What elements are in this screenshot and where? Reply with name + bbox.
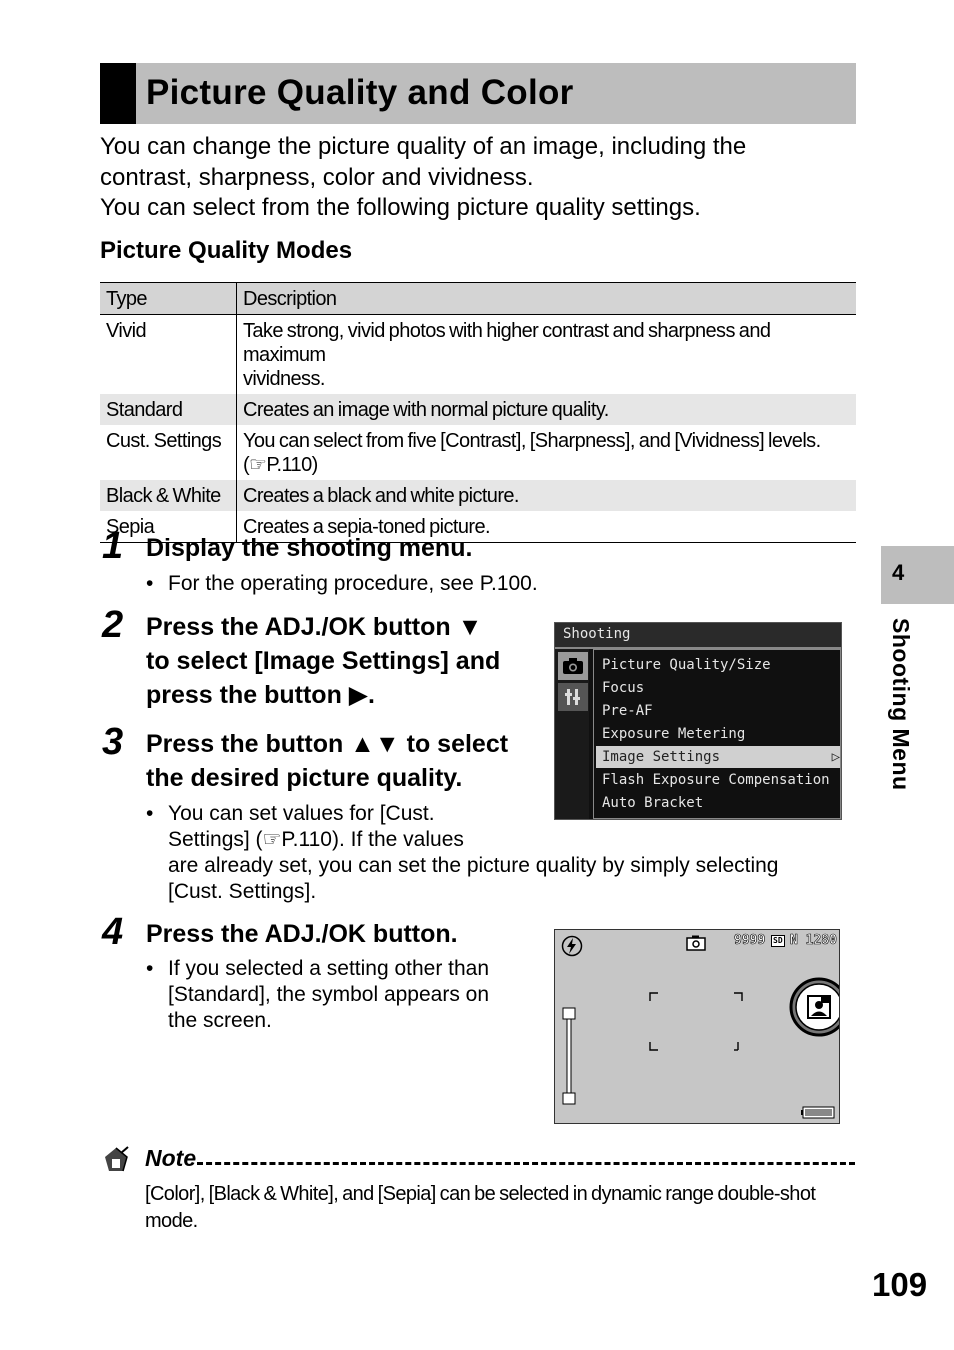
wrench-icon [558,683,588,711]
menu-header-label: Shooting [563,626,631,642]
step-1-text: Display the shooting menu. [146,534,473,562]
bullet-text: If you selected a setting other than [168,957,490,980]
chapter-number: 4 [892,560,905,585]
camera-mode-icon [686,935,706,951]
menu-item-image-settings[interactable] [596,746,840,768]
step-3-line-2: the desired picture quality. [146,764,463,792]
table-row [100,315,856,395]
zoom-bar [562,1007,578,1105]
flash-auto-icon [561,935,583,957]
bullet-text: For the operating procedure, see P.100. [168,572,538,595]
bullet-text: Settings] (☞P.110). If the values [168,828,464,851]
menu-item-focus[interactable]: Focus [602,680,645,696]
row-type: Sepia [100,511,237,543]
menu-item-auto-bracket[interactable]: Auto Bracket [602,795,704,811]
step-3-line-1: Press the button ▲▼ to select [146,730,509,758]
table-row [100,480,856,511]
intro-line-3: You can select from the following picture quality settings. [100,194,701,221]
black-white-mode-icon [789,977,840,1037]
step-number: 4 [102,911,124,953]
table-row [100,394,856,425]
bullet-text: [Standard], the symbol appears on [168,983,490,1006]
menu-item-exposure-metering[interactable]: Exposure Metering [602,726,746,742]
pencil-note-icon [101,1145,131,1175]
note-line: mode. [145,1210,198,1232]
menu-item-flash-exposure-compensation[interactable]: Flash Exposure Compensation [602,772,830,788]
row-type: Cust. Settings [100,425,237,480]
header-type: Type [100,283,237,315]
bullet-dot: • [146,572,154,595]
menu-item-pre-af[interactable]: Pre-AF [602,703,653,719]
chapter-label: Shooting Menu [888,618,914,791]
chevron-right-icon: ▷ [831,749,840,765]
picture-quality-modes-table [100,282,856,543]
title-marker [100,63,136,124]
row-description: Take strong, vivid photos with higher contrast and sharpness and maximum vividness. [243,320,771,390]
note-divider [197,1162,855,1165]
step-2-line-3: press the button ▶. [146,681,375,709]
row-description: Creates a black and white picture. [237,480,857,511]
sd-card-icon: SD [773,936,783,945]
menu-header [555,623,841,649]
bullet-text: are already set, you can set the picture quality by simply selecting [168,854,779,877]
note-text [145,1181,835,1235]
shots-remaining: 9999 [734,933,766,948]
menu-item-picture-quality-size[interactable]: Picture Quality/Size [602,657,771,673]
step-number: 2 [102,604,124,646]
step-2-line-1: Press the ADJ./OK button ▼ [146,613,483,641]
step-2-line-2: to select [Image Settings] and [146,647,501,675]
note-label: Note [145,1145,197,1171]
page-title: Picture Quality and Color [146,73,574,112]
step-4-text: Press the ADJ./OK button. [146,920,458,948]
row-type: Standard [100,394,237,425]
menu-list [593,649,841,819]
image-size: N 1280 [790,933,837,948]
row-description: You can select from five [Contrast], [Sharpness], and [Vividness] levels. (☞P.110) [243,430,821,476]
intro-line-1: You can change the picture quality of an image, including the [100,133,747,160]
menu-tab-column [555,649,589,819]
row-description: Creates an image with normal picture quality. [237,394,857,425]
section-heading: Picture Quality Modes [100,237,353,264]
focus-frame [649,992,743,1054]
page-number: 109 [872,1266,928,1303]
table-header-row [100,283,856,315]
row-description: Creates a sepia-toned picture. [237,511,857,543]
header-description: Description [237,283,857,315]
bullet-text: the screen. [168,1009,272,1032]
shooting-menu-screenshot [554,622,842,820]
intro-line-2: contrast, sharpness, color and vividness. [100,164,534,191]
camera-icon [558,652,588,680]
battery-icon [801,1106,835,1119]
bullet-text: You can set values for [Cust. [168,802,435,825]
table-row [100,425,856,480]
bullet-text: [Cust. Settings]. [168,880,317,903]
bullet-dot: • [146,802,154,825]
bullet-dot: • [146,957,154,980]
step-number: 1 [102,525,124,567]
note-line: [Color], [Black & White], and [Sepia] can be selected in dynamic range double-shot [145,1183,816,1205]
row-type: Black & White [100,480,237,511]
shooting-screen-screenshot [554,929,840,1124]
menu-item-label: Image Settings [602,749,721,765]
step-number: 3 [102,721,124,763]
row-type: Vivid [100,315,237,395]
